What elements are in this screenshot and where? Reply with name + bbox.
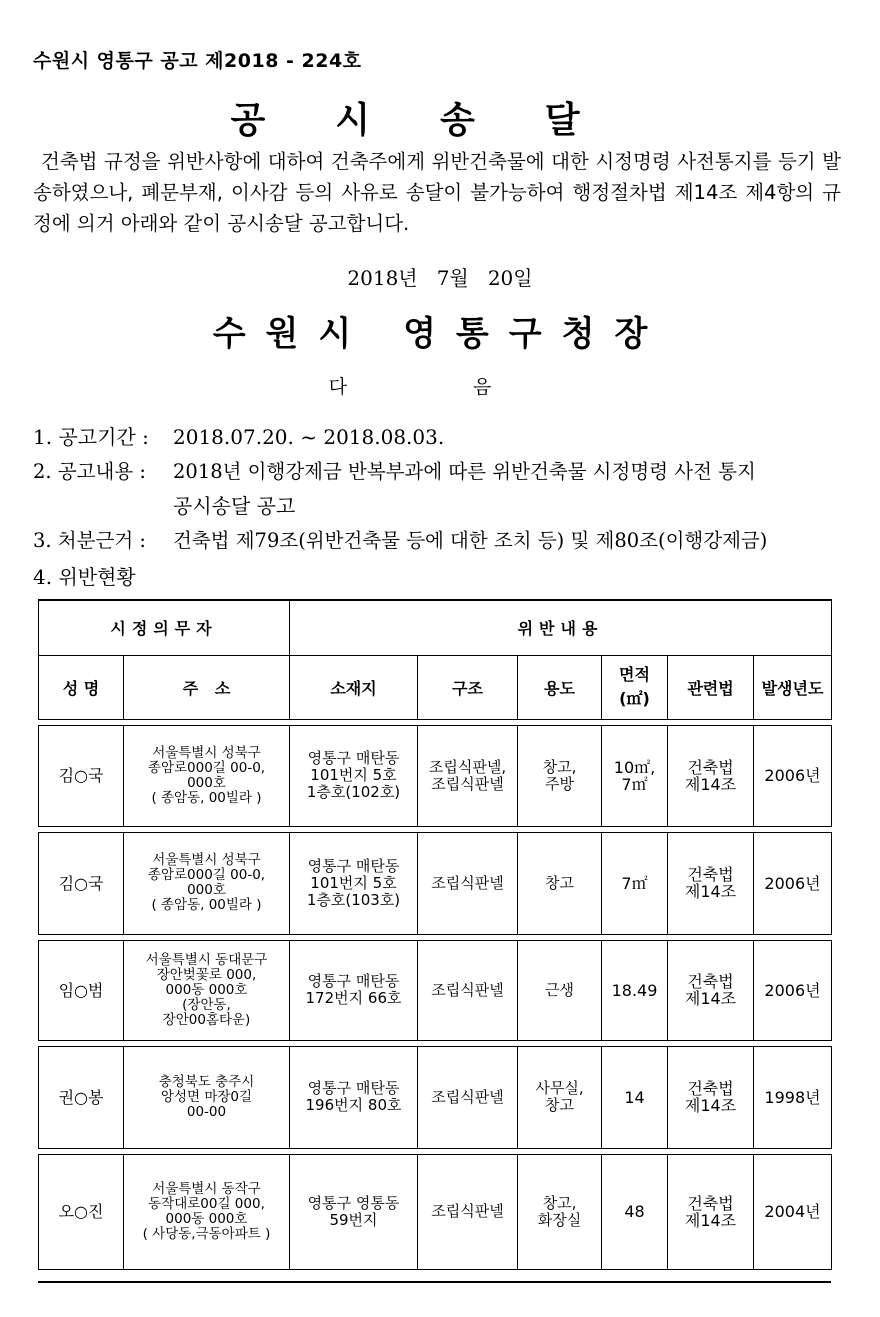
cell-area: [602, 725, 668, 826]
cell-year: 1998년: [754, 1046, 832, 1148]
cell-location-line: 영통구 매탄동: [307, 972, 400, 990]
item-value: 건축법 제79조(위반건축물 등에 대한 조치 등) 및 제80조(이행강제금): [173, 529, 768, 552]
cell-name: 임○범: [39, 940, 124, 1040]
cell-area-line: 18.49: [611, 980, 658, 1000]
header-location: 소재지: [290, 655, 418, 719]
item-content: [33, 456, 756, 484]
item-label: 2. 공고내용 :: [33, 460, 146, 483]
cell-area: [602, 1154, 668, 1269]
section-heading: 다 음: [328, 376, 552, 398]
header-use: 용도: [518, 655, 602, 719]
cell-address: [124, 940, 290, 1040]
cell-address-line: 서울특별시 동작구: [152, 1180, 261, 1197]
cell-location-line: 59번지: [329, 1210, 378, 1229]
table-row: [39, 725, 832, 826]
cell-law-line: 건축법: [687, 972, 734, 991]
intro-paragraph: 건축법 규정을 위반사항에 대하여 건축주에게 위반건축물에 대한 시정명령 사전통지를 등기 발송하였으나, 폐문부재, 이사감 등의 사유로 송달이 불가능하여 행정절차법 제14조 제4항의 규정에 의거 아래와 같이 공시송달 공고합니다.: [33, 150, 841, 235]
cell-area-line: 14: [624, 1087, 645, 1107]
table-bottom-rule: [38, 1281, 831, 1283]
item-content-cont: 공시송달 공고: [173, 494, 296, 518]
cell-law-line: 제14조: [684, 989, 737, 1008]
cell-law: [668, 832, 754, 934]
cell-use-line: 근생: [545, 980, 574, 999]
cell-structure-line: 조립식판넬: [431, 980, 504, 999]
cell-address-line: ( 사당동,극동아파트 ): [142, 1225, 271, 1242]
cell-use-line: 창고,: [542, 1193, 577, 1212]
cell-location-line: 영통구 매탄동: [307, 856, 400, 875]
cell-area: [602, 832, 668, 934]
item-label: 4. 위반현황: [33, 565, 136, 589]
header-structure: 구조: [418, 655, 518, 719]
header-area-label: 면적: [619, 665, 650, 684]
cell-use-line: 창고: [545, 873, 574, 892]
cell-use-line: 창고: [545, 1096, 574, 1114]
cell-name: 권○봉: [39, 1046, 124, 1148]
header-name: 성 명: [39, 655, 124, 719]
cell-year: 2006년: [754, 940, 832, 1040]
cell-address-line: 장안00홈타운): [162, 1011, 251, 1028]
cell-address-line: 종암로000길 00-0,: [147, 867, 266, 883]
cell-law: [668, 1154, 754, 1269]
item-label: 1. 공고기간 :: [33, 425, 149, 449]
cell-address-line: 000동 000호: [165, 981, 248, 998]
cell-use-line: 사무실,: [535, 1079, 584, 1097]
cell-law-line: 건축법: [687, 1193, 734, 1213]
violation-table: [38, 599, 832, 1270]
cell-use: [518, 1154, 602, 1269]
cell-address-line: 00-00: [186, 1103, 227, 1120]
cell-name: 김○국: [39, 832, 124, 934]
cell-address: [124, 832, 290, 934]
cell-name: 오○진: [39, 1154, 124, 1269]
cell-location-line: 1층호(103호): [306, 890, 401, 909]
cell-address: [124, 1046, 290, 1148]
cell-law-line: 제14조: [684, 1096, 737, 1115]
cell-law-line: 제14조: [684, 1210, 737, 1230]
cell-law-line: 건축법: [687, 757, 734, 777]
item-value: 2018년 이행강제금 반복부과에 따른 위반건축물 시정명령 사전 통지: [173, 460, 756, 483]
cell-structure-line: 조립식판넬: [431, 1202, 504, 1220]
cell-address-line: 서울특별시 동대문구: [145, 951, 268, 968]
cell-law-line: 제14조: [684, 774, 737, 794]
cell-use-line: 주방: [545, 774, 574, 793]
cell-location: [290, 725, 418, 826]
cell-use-line: 창고,: [542, 757, 577, 776]
cell-address-line: 앙성면 마장0길: [160, 1088, 253, 1105]
item-period: [33, 421, 444, 450]
cell-law: [668, 940, 754, 1040]
cell-area: [602, 1046, 668, 1148]
cell-address: [124, 1154, 290, 1269]
header-area-unit: (㎡): [619, 689, 650, 708]
item-value: 2018.07.20. ~ 2018.08.03.: [173, 425, 445, 449]
cell-year: 2006년: [754, 725, 832, 826]
cell-use: [518, 1046, 602, 1148]
cell-location: [290, 1046, 418, 1148]
cell-use-line: 화장실: [537, 1210, 582, 1229]
item-label: 3. 처분근거 :: [33, 529, 146, 552]
table-row: [39, 940, 832, 1040]
item-basis: [33, 525, 767, 553]
notice-number: 수원시 영통구 공고 제2018 - 224호: [33, 50, 362, 72]
header-area: [602, 655, 668, 719]
group-header-obligor: 시정의무자: [39, 600, 290, 655]
cell-use: [518, 940, 602, 1040]
cell-law: [668, 1046, 754, 1148]
header-address: 주 소: [124, 655, 290, 719]
cell-address-line: 종암로000길 00-0,: [147, 759, 266, 776]
cell-structure: [418, 940, 518, 1040]
cell-year: 2004년: [754, 1154, 832, 1269]
group-header-violation: 위반내용: [290, 600, 832, 655]
table-row: [39, 832, 832, 934]
document-title: 공시송달: [230, 100, 650, 141]
cell-use: [518, 725, 602, 826]
cell-structure-line: 조립식판넬: [431, 1087, 504, 1106]
cell-location-line: 영통구 매탄동: [307, 1079, 400, 1097]
cell-law-line: 건축법: [687, 865, 734, 884]
issuer-name: 수원시 영통구청장: [212, 314, 668, 354]
cell-structure: [418, 725, 518, 826]
cell-structure: [418, 832, 518, 934]
cell-address-line: (장안동,: [182, 996, 231, 1013]
cell-structure-line: 조립식판넬: [431, 774, 504, 793]
cell-location-line: 1층호(102호): [306, 783, 401, 801]
cell-location-line: 101번지 5호: [310, 873, 397, 892]
cell-address-line: 000호: [187, 882, 226, 898]
cell-location-line: 101번지 5호: [310, 766, 397, 784]
cell-address-line: ( 종암동, 00빌라 ): [151, 897, 262, 913]
cell-address: [124, 725, 290, 826]
cell-address-line: 충청북도 충주시: [158, 1073, 255, 1090]
cell-area-line: 48: [624, 1202, 645, 1221]
header-year: 발생년도: [754, 655, 832, 719]
cell-location-line: 172번지 66호: [305, 989, 402, 1007]
cell-name: 김○국: [39, 725, 124, 826]
notice-date: 2018년 7월 20일: [347, 266, 533, 290]
cell-structure: [418, 1046, 518, 1148]
table-body: [39, 719, 832, 1269]
cell-location: [290, 940, 418, 1040]
cell-area-line: 7㎡: [621, 774, 648, 794]
cell-use: [518, 832, 602, 934]
cell-year: 2006년: [754, 832, 832, 934]
cell-location: [290, 1154, 418, 1269]
cell-law-line: 건축법: [687, 1079, 734, 1098]
table-row: [39, 1154, 832, 1269]
item-status: [33, 561, 136, 590]
cell-location-line: 영통구 매탄동: [307, 749, 400, 767]
cell-address-line: 000동 000호: [165, 1210, 248, 1227]
cell-address-line: 동작대로00길 000,: [148, 1195, 265, 1212]
cell-area: [602, 940, 668, 1040]
cell-law: [668, 725, 754, 826]
cell-area-line: 7㎡: [621, 873, 648, 893]
cell-structure-line: 조립식판넬: [431, 873, 504, 892]
cell-structure: [418, 1154, 518, 1269]
cell-location-line: 196번지 80호: [305, 1096, 402, 1114]
cell-location-line: 영통구 영통동: [307, 1193, 400, 1212]
cell-address-line: 000호: [187, 774, 226, 791]
cell-address-line: 서울특별시 성북구: [152, 852, 261, 868]
cell-location: [290, 832, 418, 934]
cell-address-line: 서울특별시 성북구: [152, 744, 261, 761]
table-row: [39, 1046, 832, 1148]
cell-structure-line: 조립식판넬,: [428, 757, 507, 776]
header-law: 관련법: [668, 655, 754, 719]
cell-area-line: 10㎡,: [613, 757, 656, 777]
cell-law-line: 제14조: [684, 882, 737, 901]
cell-address-line: ( 종암동, 00빌라 ): [151, 789, 262, 806]
cell-address-line: 장안벚꽃로 000,: [156, 966, 257, 983]
